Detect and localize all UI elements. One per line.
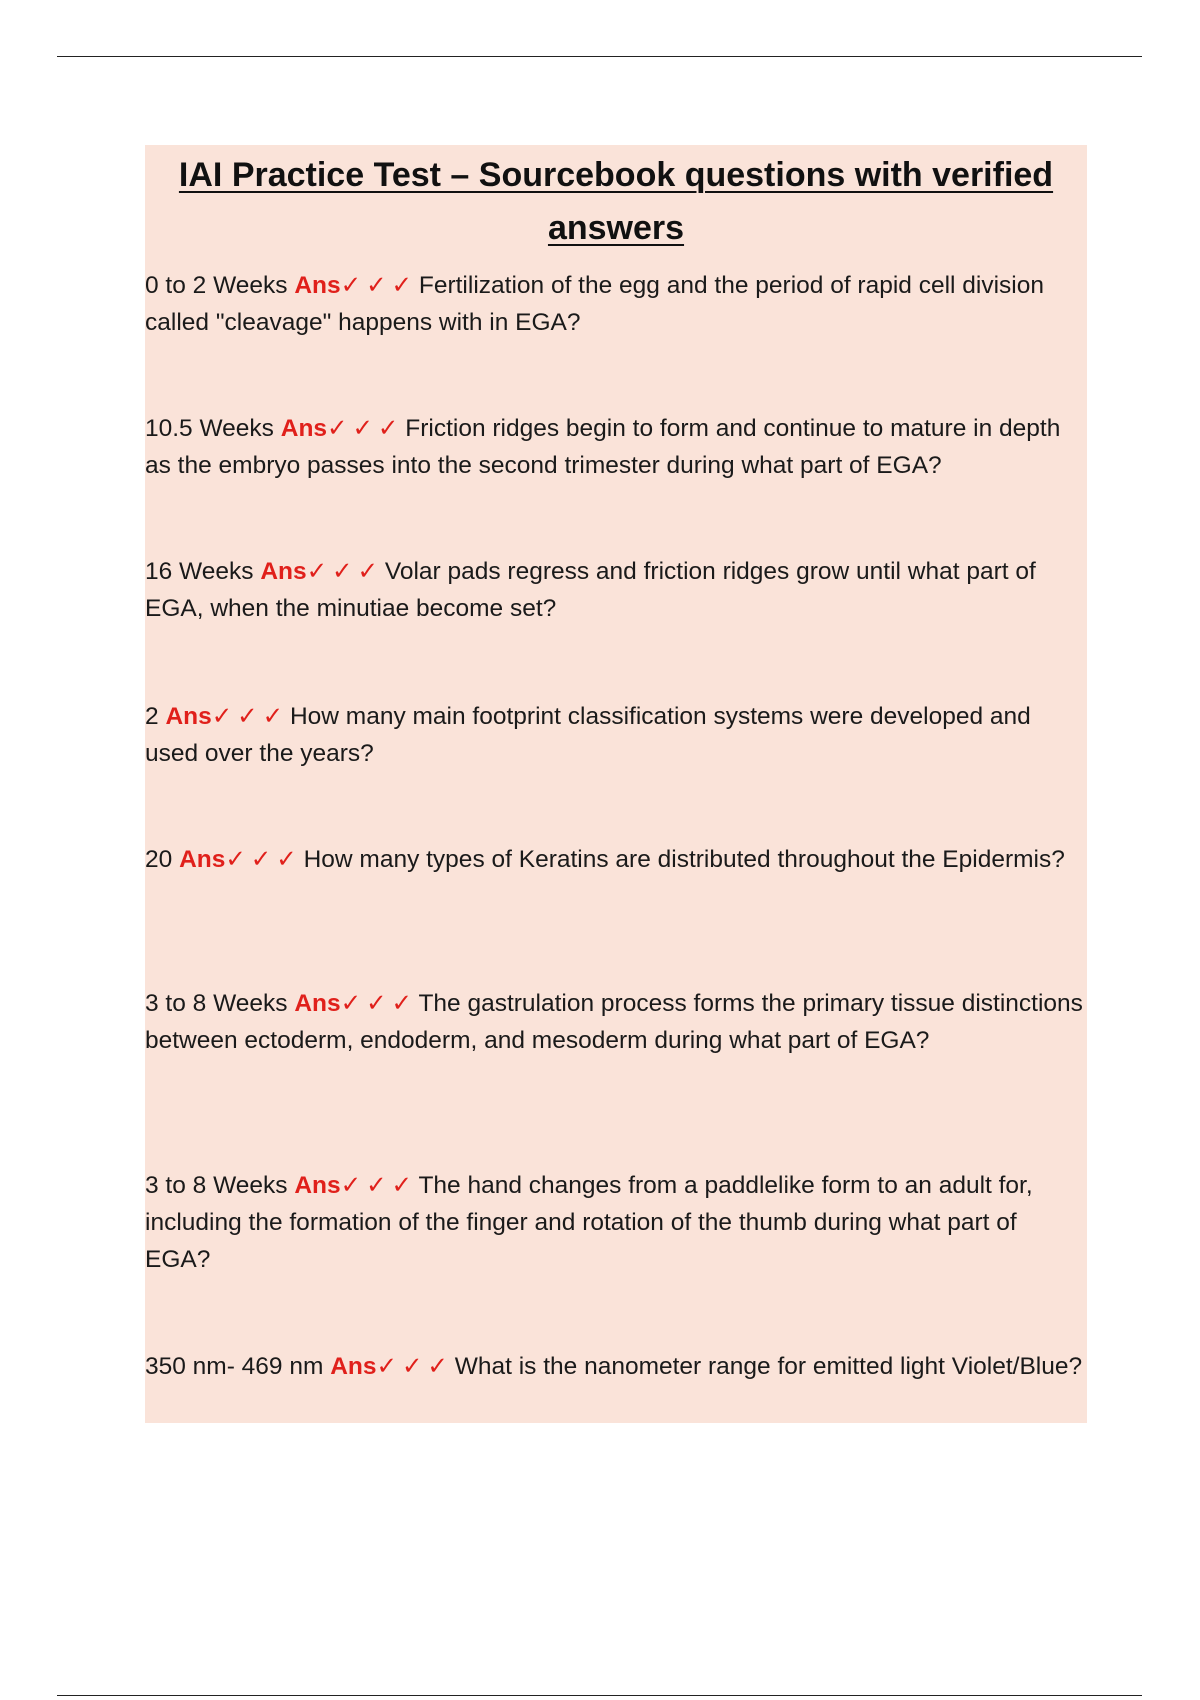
ans-label: Ans [165, 703, 212, 730]
qa-item [145, 841, 1087, 878]
answer-text: 3 to 8 Weeks [145, 1172, 288, 1199]
ans-label: Ans [294, 990, 341, 1017]
content-panel [145, 145, 1087, 1423]
question-text: The gastrulation process forms the primary tissue distinctions between ectoderm, endoderm, and mesoderm during what part of EGA? [145, 990, 1083, 1054]
check-marks-icon: ✓ ✓ ✓ [340, 1172, 413, 1199]
question-text: How many types of Keratins are distributed throughout the Epidermis? [303, 846, 1065, 873]
question-text: Fertilization of the egg and the period of rapid cell division called "cleavage" happens with in EGA? [145, 272, 1044, 336]
question-text: How many main footprint classification systems were developed and used over the years? [145, 703, 1031, 767]
check-marks-icon: ✓ ✓ ✓ [306, 558, 379, 585]
qa-item [145, 267, 1087, 341]
ans-label: Ans [280, 415, 328, 442]
check-marks-icon: ✓ ✓ ✓ [340, 272, 413, 299]
ans-label: Ans [294, 1172, 341, 1199]
ans-label: Ans [294, 272, 341, 299]
check-marks-icon: ✓ ✓ ✓ [225, 846, 297, 873]
question-text: Volar pads regress and friction ridges grow until what part of EGA, when the minutiae become set? [145, 558, 1036, 622]
answer-text: 2 [145, 703, 159, 730]
check-marks-icon: ✓ ✓ ✓ [211, 703, 284, 730]
ans-label: Ans [260, 558, 307, 585]
document-title: IAI Practice Test – Sourcebook questions with verified answers [178, 156, 1054, 247]
question-text: The hand changes from a paddlelike form to an adult for, including the formation of the finger and rotation of the thumb during what part of EGA? [145, 1172, 1033, 1273]
footer-rule [57, 1695, 1142, 1696]
check-marks-icon: ✓ ✓ ✓ [327, 415, 399, 442]
answer-text: 16 Weeks [145, 558, 254, 585]
ans-label: Ans [179, 846, 226, 873]
check-marks-icon: ✓ ✓ ✓ [340, 990, 413, 1017]
check-marks-icon: ✓ ✓ ✓ [376, 1353, 448, 1380]
ans-label: Ans [330, 1353, 377, 1380]
qa-item [145, 410, 1087, 484]
answer-text: 3 to 8 Weeks [145, 990, 288, 1017]
answer-text: 10.5 Weeks [145, 415, 274, 442]
answer-text: 20 [145, 846, 173, 873]
header-rule [57, 56, 1142, 57]
qa-item [145, 698, 1087, 772]
qa-item [145, 553, 1087, 627]
qa-item [145, 1348, 1087, 1385]
answer-text: 0 to 2 Weeks [145, 272, 288, 299]
qa-item [145, 1167, 1087, 1278]
question-text: What is the nanometer range for emitted light Violet/Blue? [454, 1353, 1083, 1380]
answer-text: 350 nm- 469 nm [145, 1353, 324, 1380]
qa-item [145, 985, 1087, 1059]
question-text: Friction ridges begin to form and continue to mature in depth as the embryo passes into the second trimester during what part of EGA? [145, 415, 1061, 479]
